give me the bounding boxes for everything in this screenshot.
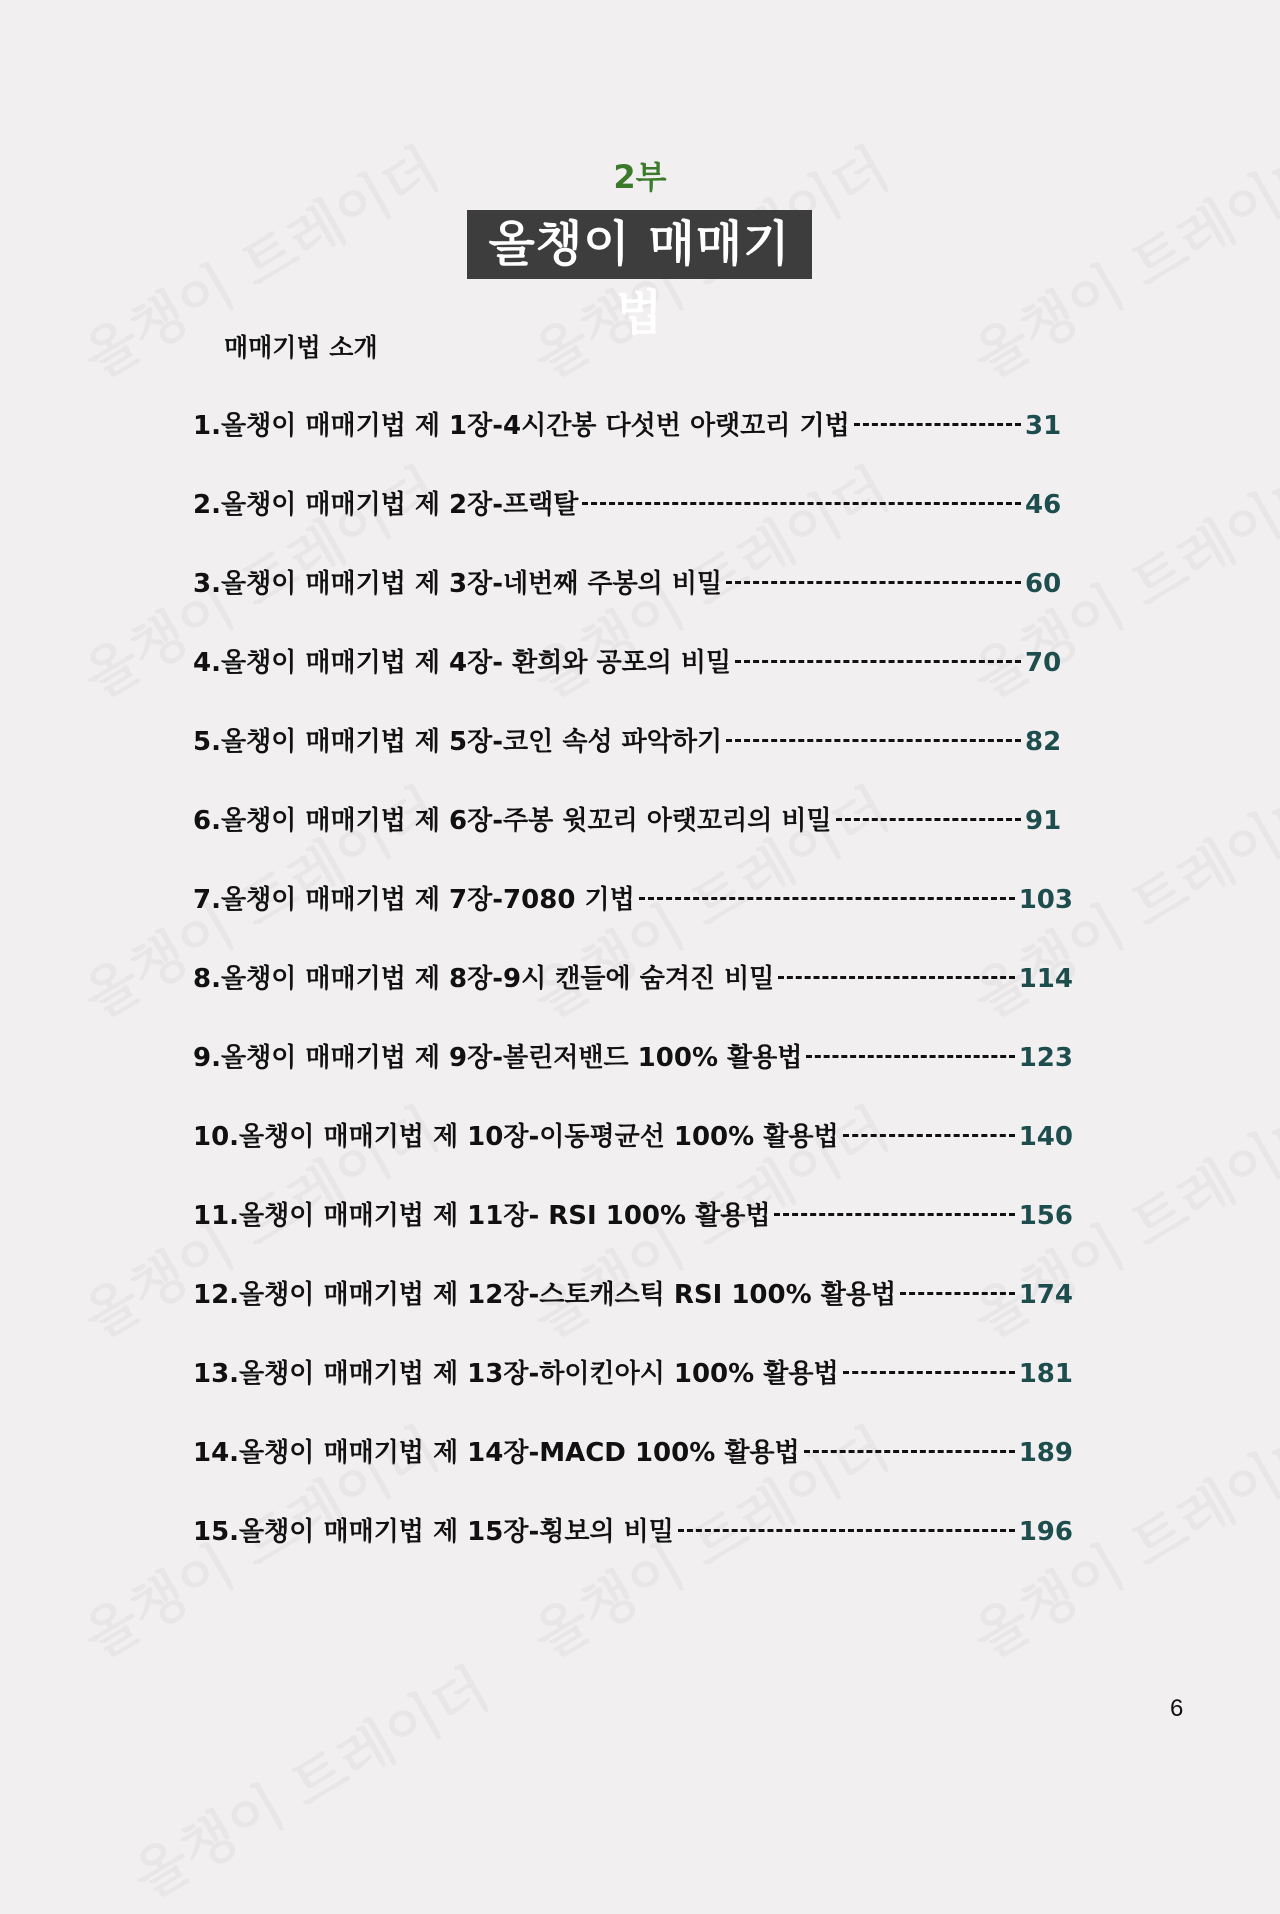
toc-entry[interactable]	[193, 1037, 1073, 1116]
toc-entry-page: 114	[1018, 964, 1073, 994]
toc-entry[interactable]	[193, 642, 1073, 721]
toc-leader	[774, 1198, 1014, 1224]
toc-entry-page: 60	[1025, 569, 1062, 599]
toc-entry-page: 196	[1018, 1517, 1073, 1547]
toc-entry[interactable]	[193, 563, 1073, 642]
toc-entry[interactable]	[193, 1274, 1073, 1353]
toc-entry-title: 7.올챙이 매매기법 제 7장-7080 기법	[193, 885, 635, 915]
toc-entry-page: 156	[1018, 1201, 1073, 1231]
toc-entry-page: 103	[1018, 885, 1073, 915]
toc-entry[interactable]	[193, 1353, 1073, 1432]
toc-entry-page: 174	[1018, 1280, 1073, 1310]
toc-entry-title: 5.올챙이 매매기법 제 5장-코인 속성 파악하기	[193, 727, 723, 757]
toc-entry-page: 140	[1018, 1122, 1073, 1152]
toc-leader	[735, 645, 1021, 671]
toc-entry[interactable]	[193, 405, 1073, 484]
toc-leader	[726, 724, 1021, 750]
toc-entry-title: 3.올챙이 매매기법 제 3장-네번째 주봉의 비밀	[193, 569, 723, 599]
toc-leader	[836, 803, 1021, 829]
toc-entry-title: 1.올챙이 매매기법 제 1장-4시간봉 다섯번 아랫꼬리 기법	[193, 411, 850, 441]
toc-entry-title: 11.올챙이 매매기법 제 11장- RSI 100% 활용법	[193, 1201, 771, 1231]
toc-entry[interactable]	[193, 879, 1073, 958]
toc-leader	[843, 1356, 1015, 1382]
toc-entry-page: 70	[1025, 648, 1062, 678]
toc-entry[interactable]	[193, 721, 1073, 800]
toc-entry-page: 123	[1018, 1043, 1073, 1073]
toc-entry-page: 82	[1025, 727, 1062, 757]
toc-leader	[726, 566, 1021, 592]
toc-leader	[900, 1277, 1015, 1303]
toc-entry-title: 13.올챙이 매매기법 제 13장-하이킨아시 100% 활용법	[193, 1359, 839, 1389]
toc-leader	[806, 1040, 1014, 1066]
part-label: 2부	[613, 158, 667, 196]
toc-leader	[804, 1435, 1015, 1461]
section-heading: 매매기법 소개	[224, 333, 378, 362]
toc-entry-title: 15.올챙이 매매기법 제 15장-횡보의 비밀	[193, 1517, 674, 1547]
watermark	[117, 1646, 502, 1914]
toc-entry-title: 12.올챙이 매매기법 제 12장-스토캐스틱 RSI 100% 활용법	[193, 1280, 897, 1310]
toc-leader	[854, 408, 1021, 434]
toc-entry-title: 10.올챙이 매매기법 제 10장-이동평균선 100% 활용법	[193, 1122, 839, 1152]
toc-entry-page: 31	[1025, 411, 1062, 441]
toc-entry-page: 46	[1025, 490, 1062, 520]
toc-entry[interactable]	[193, 958, 1073, 1037]
toc-leader	[639, 882, 1015, 908]
table-of-contents	[193, 405, 1073, 1593]
toc-entry[interactable]	[193, 1511, 1073, 1593]
toc-leader	[843, 1119, 1015, 1145]
toc-leader	[582, 487, 1021, 513]
toc-entry-title: 9.올챙이 매매기법 제 9장-볼린저밴드 100% 활용법	[193, 1043, 803, 1073]
toc-entry-title: 6.올챙이 매매기법 제 6장-주봉 윗꼬리 아랫꼬리의 비밀	[193, 806, 832, 836]
toc-entry-title: 4.올챙이 매매기법 제 4장- 환희와 공포의 비밀	[193, 648, 732, 678]
toc-entry[interactable]	[193, 484, 1073, 563]
page-title: 올챙이 매매기법	[467, 210, 812, 279]
toc-entry[interactable]	[193, 1195, 1073, 1274]
toc-leader	[678, 1514, 1015, 1540]
toc-entry-page: 91	[1025, 806, 1062, 836]
toc-entry-page: 189	[1018, 1438, 1073, 1468]
toc-entry-title: 8.올챙이 매매기법 제 8장-9시 캔들에 숨겨진 비밀	[193, 964, 775, 994]
toc-entry[interactable]	[193, 800, 1073, 879]
toc-entry[interactable]	[193, 1116, 1073, 1195]
toc-entry[interactable]	[193, 1432, 1073, 1511]
page-number: 6	[1170, 1695, 1184, 1722]
toc-leader	[778, 961, 1014, 987]
toc-entry-page: 181	[1018, 1359, 1073, 1389]
toc-entry-title: 2.올챙이 매매기법 제 2장-프랙탈	[193, 490, 579, 520]
toc-entry-title: 14.올챙이 매매기법 제 14장-MACD 100% 활용법	[193, 1438, 800, 1468]
